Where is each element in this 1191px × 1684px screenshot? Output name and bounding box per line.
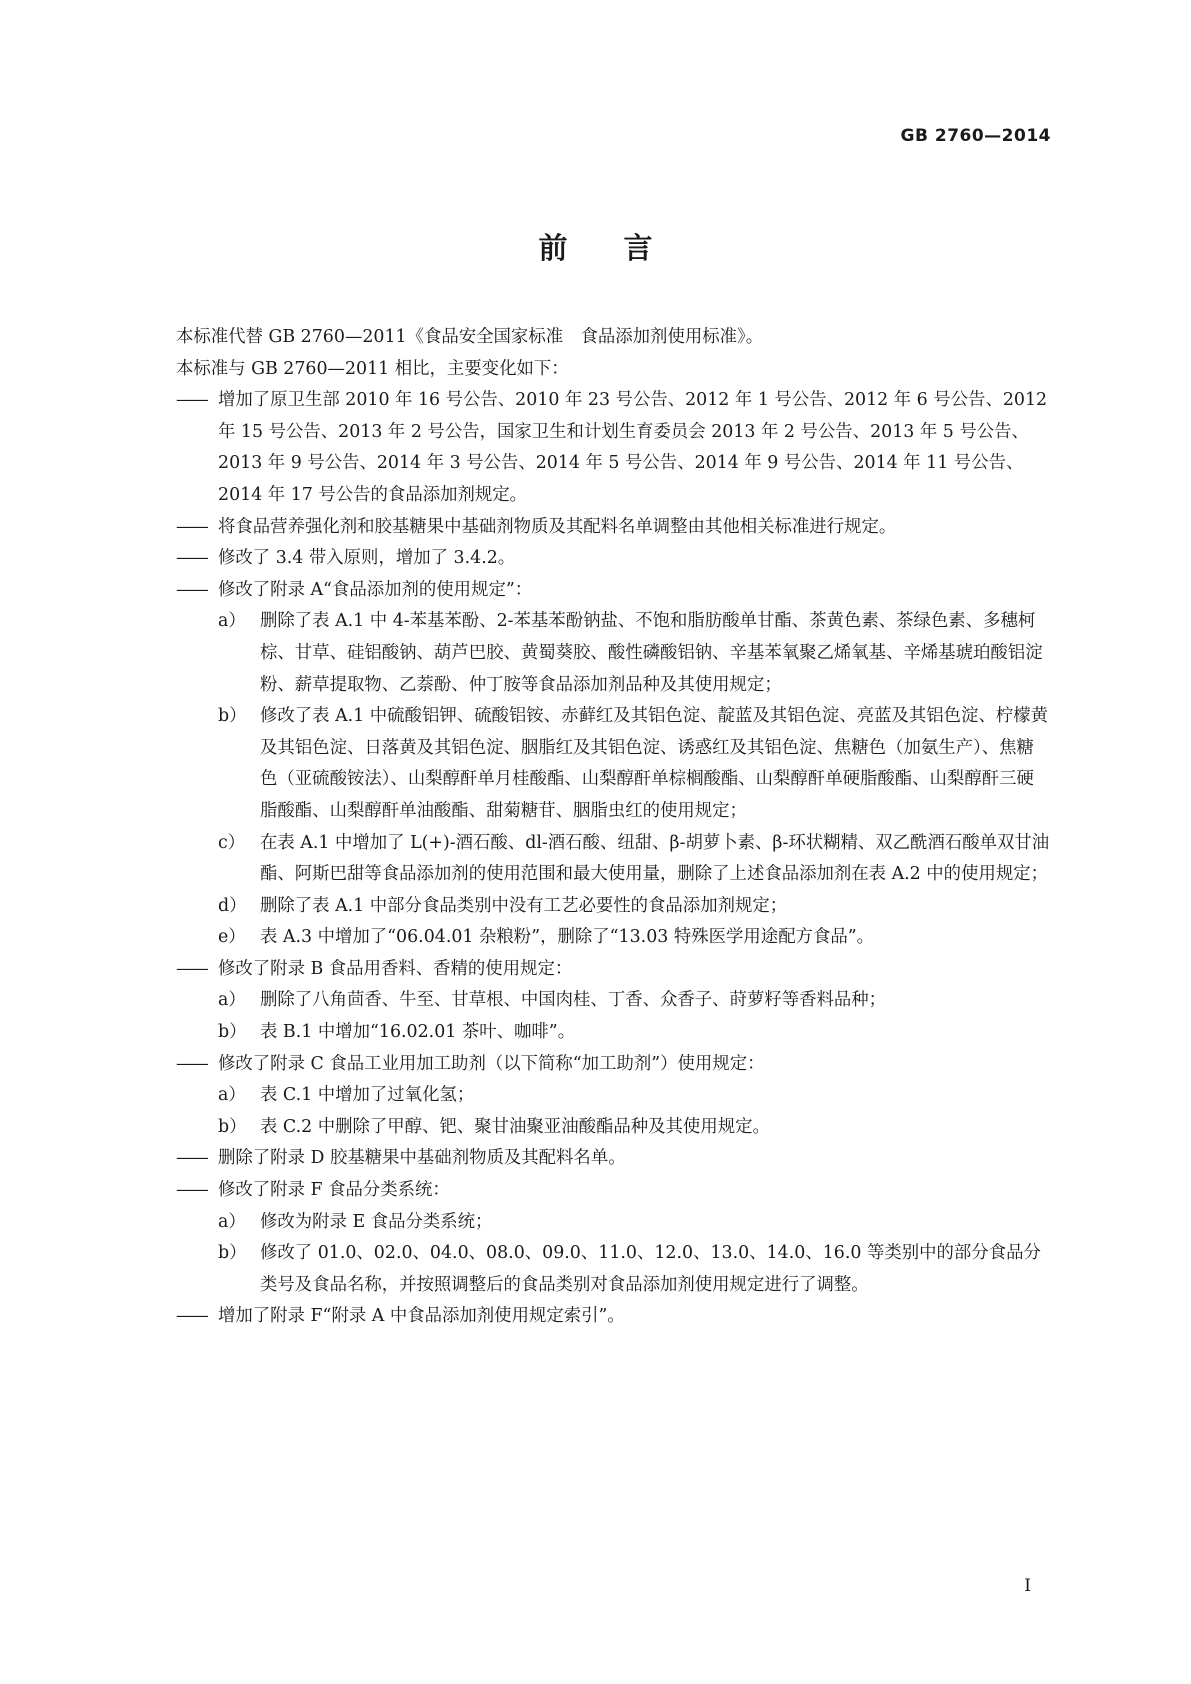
change-subitem bbox=[176, 701, 1050, 827]
subitem-label: e） bbox=[218, 927, 246, 948]
change-item bbox=[176, 1143, 1050, 1175]
change-subitem bbox=[176, 1238, 1050, 1301]
subitem-text: 删除了八角茴香、牛至、甘草根、中国肉桂、丁香、众香子、莳萝籽等香料品种； bbox=[260, 990, 887, 1011]
change-text: 修改了附录 F 食品分类系统： bbox=[218, 1180, 450, 1201]
subitem-text: 删除了表 A.1 中部分食品类别中没有工艺必要性的食品添加剂规定； bbox=[260, 895, 788, 916]
change-subitem bbox=[176, 1112, 1050, 1144]
subitem-label: b） bbox=[218, 1022, 247, 1043]
subitem-label: a） bbox=[218, 1085, 246, 1106]
change-subitem bbox=[176, 1080, 1050, 1112]
changes-list bbox=[176, 385, 1050, 1333]
change-subitem bbox=[176, 985, 1050, 1017]
change-subitem bbox=[176, 828, 1050, 891]
subitem-text: 修改了 01.0、02.0、04.0、08.0、09.0、11.0、12.0、13.0、14.0、16.0 等类别中的部分食品分类号及食品名称，并按照调整后的食品类别对食品添加剂使用规定进行了调整。 bbox=[260, 1243, 1041, 1295]
standard-code: GB 2760—2014 bbox=[900, 126, 1051, 146]
change-text: 修改了附录 B 食品用香料、香精的使用规定： bbox=[218, 958, 573, 979]
dash-marker: —— bbox=[176, 390, 207, 411]
title-char-1: 前 bbox=[538, 231, 568, 265]
change-item bbox=[176, 575, 1050, 607]
change-text: 将食品营养强化剂和胶基糖果中基础剂物质及其配料名单调整由其他相关标准进行规定。 bbox=[218, 516, 897, 537]
dash-marker: —— bbox=[176, 516, 207, 537]
change-text: 增加了附录 F“附录 A 中食品添加剂使用规定索引”。 bbox=[218, 1306, 625, 1327]
subitem-text: 在表 A.1 中增加了 L(+)-酒石酸、dl-酒石酸、纽甜、β-胡萝卜素、β-环状糊精、双乙酰酒石酸单双甘油酯、阿斯巴甜等食品添加剂的使用范围和最大使用量，删除了上述食品添加剂在表 A.2 中的使用规定； bbox=[260, 832, 1050, 885]
change-item bbox=[176, 385, 1050, 511]
change-item bbox=[176, 1175, 1050, 1207]
change-subitem bbox=[176, 922, 1050, 954]
change-item bbox=[176, 512, 1050, 544]
preface-body bbox=[176, 322, 1050, 1333]
subitem-label: b） bbox=[218, 1116, 247, 1137]
dash-marker: —— bbox=[176, 1148, 207, 1169]
subitem-text: 表 C.2 中删除了甲醇、钯、聚甘油聚亚油酸酯品种及其使用规定。 bbox=[260, 1116, 770, 1137]
dash-marker: —— bbox=[176, 958, 207, 979]
change-item bbox=[176, 954, 1050, 986]
subitem-text: 删除了表 A.1 中 4-苯基苯酚、2-苯基苯酚钠盐、不饱和脂肪酸单甘酯、茶黄色素、茶绿色素、多穗柯棕、甘草、硅铝酸钠、葫芦巴胶、黄蜀葵胶、酸性磷酸铝钠、辛基苯氧聚乙烯氧基、辛烯基琥珀酸铝淀粉、薪草提取物、乙萘酚、仲丁胺等食品添加剂品种及其使用规定； bbox=[260, 611, 1043, 695]
subitem-text: 修改了表 A.1 中硫酸铝钾、硫酸铝铵、赤藓红及其铝色淀、靛蓝及其铝色淀、亮蓝及其铝色淀、柠檬黄及其铝色淀、日落黄及其铝色淀、胭脂红及其铝色淀、诱惑红及其铝色淀、焦糖色（加氨生产）、焦糖色（亚硫酸铵法）、山梨醇酐单月桂酸酯、山梨醇酐单棕榈酸酯、山梨醇酐单硬脂酸酯、山梨醇酐三硬脂酸酯、山梨醇酐单油酸酯、甜菊糖苷、胭脂虫红的使用规定； bbox=[260, 706, 1049, 821]
change-subitem bbox=[176, 891, 1050, 923]
title-char-2: 言 bbox=[623, 231, 653, 265]
dash-marker: —— bbox=[176, 548, 207, 569]
subitem-text: 表 B.1 中增加“16.02.01 茶叶、咖啡”。 bbox=[260, 1022, 576, 1043]
subitem-label: a） bbox=[218, 990, 246, 1011]
page-number: I bbox=[1024, 1576, 1031, 1596]
page-title bbox=[0, 226, 1191, 267]
dash-marker: —— bbox=[176, 1306, 207, 1327]
change-item bbox=[176, 1301, 1050, 1333]
subitem-label: a） bbox=[218, 611, 246, 632]
subitem-text: 表 C.1 中增加了过氧化氢； bbox=[260, 1085, 475, 1106]
subitem-text: 修改为附录 E 食品分类系统； bbox=[260, 1211, 493, 1232]
change-subitem bbox=[176, 1017, 1050, 1049]
subitem-label: b） bbox=[218, 1243, 247, 1264]
intro-replaces: 本标准代替 GB 2760—2011《食品安全国家标准 食品添加剂使用标准》。 bbox=[176, 327, 764, 347]
change-item bbox=[176, 1049, 1050, 1081]
change-text: 修改了 3.4 带入原则，增加了 3.4.2。 bbox=[218, 548, 516, 569]
change-subitem bbox=[176, 1207, 1050, 1239]
dash-marker: —— bbox=[176, 1053, 207, 1074]
subitem-label: b） bbox=[218, 706, 247, 727]
subitem-label: d） bbox=[218, 895, 247, 916]
subitem-label: a） bbox=[218, 1211, 246, 1232]
intro-changes-lead: 本标准与 GB 2760—2011 相比，主要变化如下： bbox=[176, 358, 569, 379]
change-text: 增加了原卫生部 2010 年 16 号公告、2010 年 23 号公告、2012 年 1 号公告、2012 年 6 号公告、2012 年 15 号公告、2013 年 2 号公告，国家卫生和计划生育委员会 2013 年 2 号公告、2013 年 5 号公告、2013 年 9 号公告、2014 年 3 号公告、2014 年 5 号公告、2014 年 9 号公告、2014 年 11 号公告、2014 年 17 号公告的食品添加剂规定。 bbox=[218, 390, 1048, 505]
change-text: 修改了附录 A“食品添加剂的使用规定”： bbox=[218, 579, 533, 600]
subitem-text: 表 A.3 中增加了“06.04.01 杂粮粉”，删除了“13.03 特殊医学用途配方食品”。 bbox=[260, 927, 875, 948]
change-subitem bbox=[176, 606, 1050, 701]
subitem-label: c） bbox=[218, 832, 246, 853]
dash-marker: —— bbox=[176, 579, 207, 600]
change-item bbox=[176, 543, 1050, 575]
change-text: 修改了附录 C 食品工业用加工助剂（以下简称“加工助剂”）使用规定： bbox=[218, 1053, 765, 1074]
dash-marker: —— bbox=[176, 1180, 207, 1201]
change-text: 删除了附录 D 胶基糖果中基础剂物质及其配料名单。 bbox=[218, 1148, 626, 1169]
